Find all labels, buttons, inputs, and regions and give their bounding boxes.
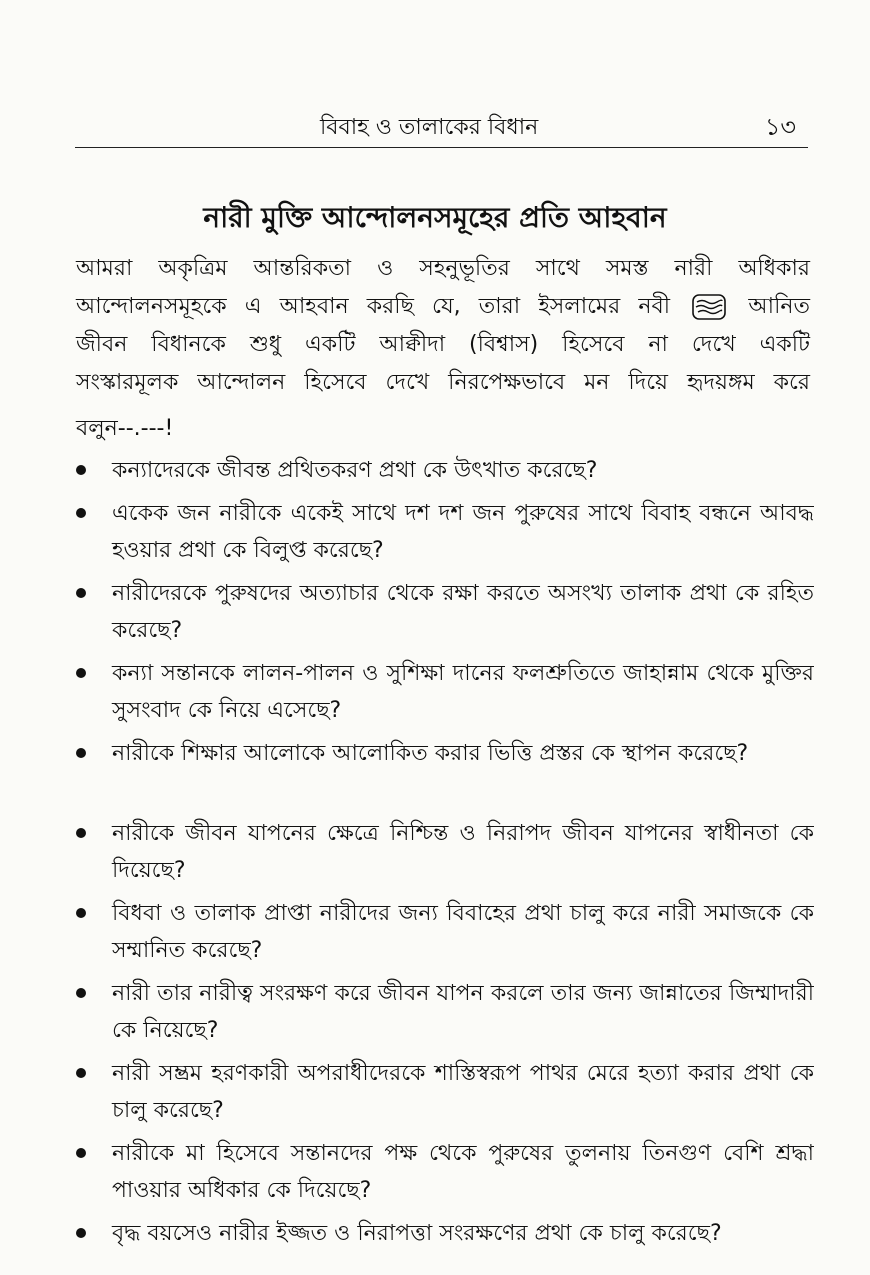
bullet-icon <box>76 908 86 918</box>
intro-line-3: জীবন বিধানকে শুধু একটি আক্বীদা (বিশ্বাস) হিসেবে না দেখে একটি <box>76 332 810 357</box>
list-item <box>72 655 814 729</box>
salutation-seal-icon <box>692 294 726 320</box>
list-item-text: বৃদ্ধ বয়সেও নারীর ইজ্জত ও নিরাপত্তা সংরক্ষণের প্রথা কে চালু করেছে? <box>112 1221 722 1246</box>
list-item <box>72 495 814 569</box>
list-item-text: কন্যাদেরকে জীবন্ত প্রথিতকরণ প্রথা কে উৎখাত করেছে? <box>112 458 598 483</box>
list-item-text: নারীকে শিক্ষার আলোকে আলোকিত করার ভিত্তি প্রস্তর কে স্থাপন করেছে? <box>112 741 749 766</box>
list-item <box>72 815 814 889</box>
intro-tail: বলুন--.---! <box>76 416 174 441</box>
section-heading: নারী মুক্তি আন্দোলনসমূহের প্রতি আহবান <box>203 201 667 234</box>
bullet-icon <box>76 1068 86 1078</box>
list-item <box>72 452 814 489</box>
list-item <box>72 1135 814 1209</box>
list-item-text: বিধবা ও তালাক প্রাপ্তা নারীদের জন্য বিবাহের প্রথা চালু করে নারী সমাজকে কে সম্মানিত করেছে? <box>112 901 814 963</box>
intro-line-4: সংস্কারমূলক আন্দোলন হিসেবে দেখে নিরপেক্ষভাবে মন দিয়ে হৃদয়ঙ্গম করে <box>76 370 810 395</box>
intro-line-2-part-1: আন্দোলনসমূহকে এ আহবান করছি যে, তারা ইসলামের নবী <box>76 294 671 319</box>
list-item <box>72 1215 814 1252</box>
intro-line-2-part-2: আনিত <box>748 294 811 319</box>
bullet-icon <box>76 588 86 598</box>
list-item <box>72 1055 814 1129</box>
bullet-icon <box>76 988 86 998</box>
list-item-text: নারীদেরকে পুরুষদের অত্যাচার থেকে রক্ষা করতে অসংখ্য তালাক প্রথা কে রহিত করেছে? <box>112 581 814 643</box>
question-list <box>72 452 814 1258</box>
list-item-text: নারী তার নারীত্ব সংরক্ষণ করে জীবন যাপন করলে তার জন্য জান্নাতের জিম্মাদারী কে নিয়েছে? <box>112 981 814 1043</box>
bullet-icon <box>76 1228 86 1238</box>
bullet-icon <box>76 508 86 518</box>
list-item <box>72 735 814 809</box>
list-item <box>72 975 814 1049</box>
bullet-icon <box>76 1148 86 1158</box>
list-item-text: নারী সম্ভ্রম হরণকারী অপরাধীদেরকে শাস্তিস্বরূপ পাথর মেরে হত্যা করার প্রথা কে চালু করেছে? <box>112 1061 814 1123</box>
list-item-text: নারীকে জীবন যাপনের ক্ষেত্রে নিশ্চিন্ত ও নিরাপদ জীবন যাপনের স্বাধীনতা কে দিয়েছে? <box>112 821 814 883</box>
list-item-text: কন্যা সন্তানকে লালন-পালন ও সুশিক্ষা দানের ফলশ্রুতিতে জাহান্নাম থেকে মুক্তির সুসংবাদ কে নিয়ে এসেছে? <box>112 661 814 723</box>
list-item <box>72 895 814 969</box>
bullet-icon <box>76 465 86 475</box>
intro-line-1: আমরা অকৃত্রিম আন্তরিকতা ও সহনুভূতির সাথে সমস্ত নারী অধিকার <box>76 256 810 281</box>
bullet-icon <box>76 668 86 678</box>
running-header <box>0 108 870 148</box>
bullet-icon <box>76 828 86 838</box>
list-item-text: নারীকে মা হিসেবে সন্তানদের পক্ষ থেকে পুরুষের তুলনায় তিনগুণ বেশি শ্রদ্ধা পাওয়ার অধিকার কে দিয়েছে? <box>112 1141 814 1203</box>
intro-paragraph <box>76 250 810 402</box>
header-rule <box>75 147 808 148</box>
page-number: ১৩ <box>764 113 796 141</box>
list-item <box>72 575 814 649</box>
list-item-text: একেক জন নারীকে একেই সাথে দশ দশ জন পুরুষের সাথে বিবাহ বন্ধনে আবদ্ধ হওয়ার প্রথা কে বিলুপ্ত করেছে? <box>112 501 814 563</box>
running-header-title: বিবাহ ও তালাকের বিধান <box>320 115 539 140</box>
bullet-icon <box>76 748 86 758</box>
